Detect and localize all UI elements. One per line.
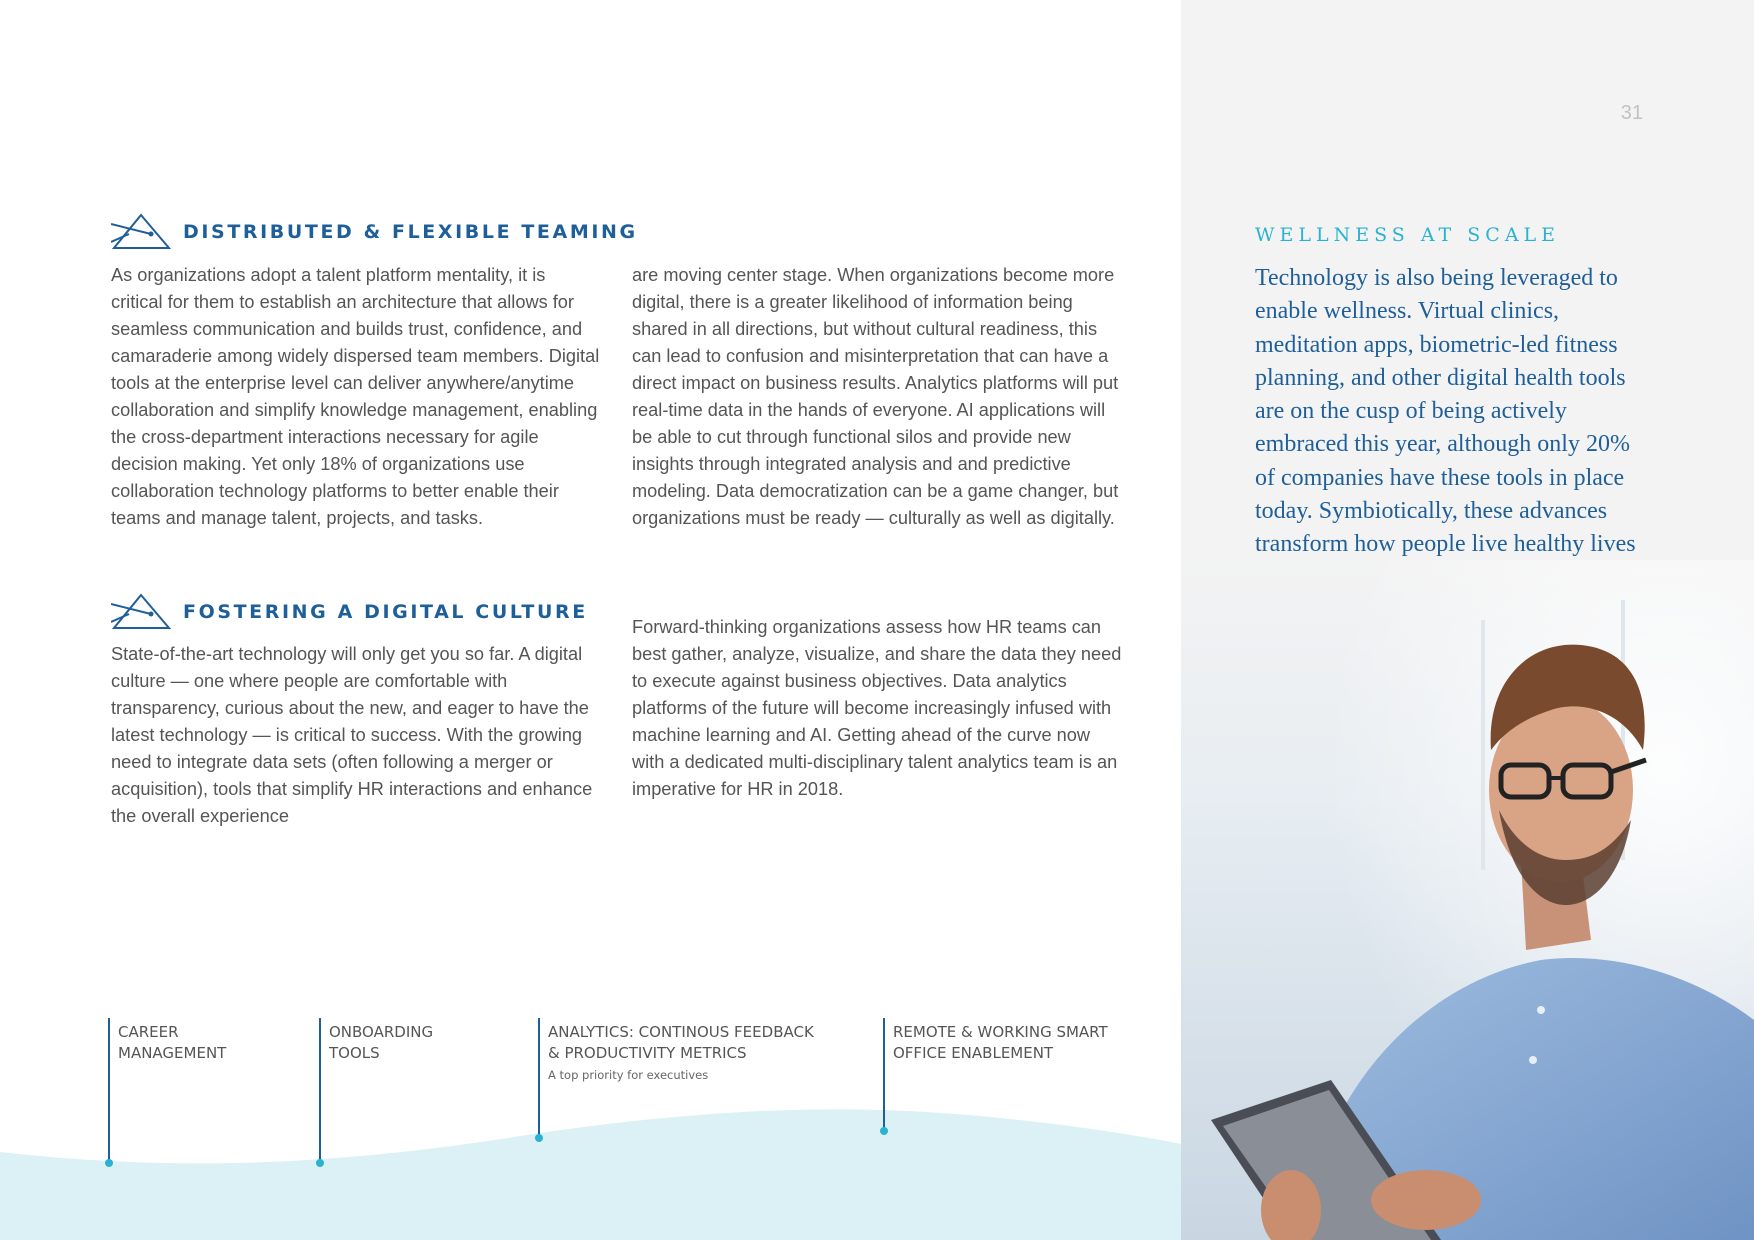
- column2-paragraph-2: Forward-thinking organizations assess how HR teams can best gather, analyze, visualize, and share the data they need to execute against business objectives. Data analytics platforms of the future will become increasingly infused with machine learning and AI. Getting ahead of the curve now with a dedicated multi-disciplinary talent analytics team is an imperative for HR in 2018.: [632, 617, 1122, 799]
- timeline-dot: [105, 1159, 113, 1167]
- timeline-label: REMOTE & WORKING SMART OFFICE ENABLEMENT: [893, 1023, 1108, 1062]
- section-body-distributed-teaming: As organizations adopt a talent platform mentality, it is critical for them to establish an architecture that allows for seamless communication and builds trust, confidence, and camaraderie among widely dispersed team members. Digital tools at the enterprise level can deliver anywhere/anytime collaboration and simplify knowledge management, enabling the cross-department interactions necessary for agile decision making. Yet only 18% of organizations use collaboration technology platforms to better enable their teams and manage talent, projects, and tasks.: [111, 265, 600, 528]
- timeline-dot: [316, 1159, 324, 1167]
- timeline-dot: [535, 1134, 543, 1142]
- section-title-digital-culture: [111, 592, 588, 632]
- sidebar-heading: WELLNESS AT SCALE: [1255, 224, 1561, 246]
- wellness-sidebar: [1181, 0, 1754, 1240]
- page-number: 31: [1620, 102, 1643, 124]
- sidebar-body: Technology is also being leveraged to enable wellness. Virtual clinics, meditation apps, biometric-led fitness planning, and other digital health tools are on the cusp of being actively embraced this year, although only 20% of companies have these tools in place today. Symbiotically, these advances transform how people live healthy lives: [1255, 265, 1636, 558]
- man-with-tablet-photo: [1181, 560, 1754, 1240]
- timeline-label: ONBOARDING TOOLS: [329, 1023, 434, 1062]
- column2-paragraph-1: are moving center stage. When organizations become more digital, there is a greater likelihood of information being shared in all directions, but without cultural readiness, this can lead to confusion and misinterpretation that can have a direct impact on business results. Analytics platforms will put real-time data in the hands of everyone. AI applications will be able to cut through functional silos and provide new insights through integrated analysis and and predictive modeling. Data democratization can be a game changer, but organizations must be ready — culturally as well as digitally.: [632, 265, 1119, 528]
- section-title-text: FOSTERING A DIGITAL CULTURE: [183, 601, 588, 623]
- timeline-label: ANALYTICS: CONTINOUS FEEDBACK & PRODUCTIVITY METRICS: [548, 1023, 814, 1062]
- timeline-label: CAREER MANAGEMENT: [118, 1023, 227, 1062]
- timeline-note: A top priority for executives: [548, 1068, 709, 1082]
- section-body-digital-culture: State-of-the-art technology will only get you so far. A digital culture — one where people are comfortable with transparency, curious about the new, and eager to have the latest technology — is critical to success. With the growing need to integrate data sets (often following a merger or acquisition), tools that simplify HR interactions and enhance the overall experience: [111, 644, 593, 826]
- triangle-arrow-icon: [111, 592, 173, 632]
- section-title-text: DISTRIBUTED & FLEXIBLE TEAMING: [183, 221, 638, 243]
- section-title-distributed-teaming: [111, 212, 638, 252]
- triangle-arrow-icon: [111, 212, 173, 252]
- timeline-wave: [0, 1100, 1181, 1240]
- timeline-dot: [880, 1127, 888, 1135]
